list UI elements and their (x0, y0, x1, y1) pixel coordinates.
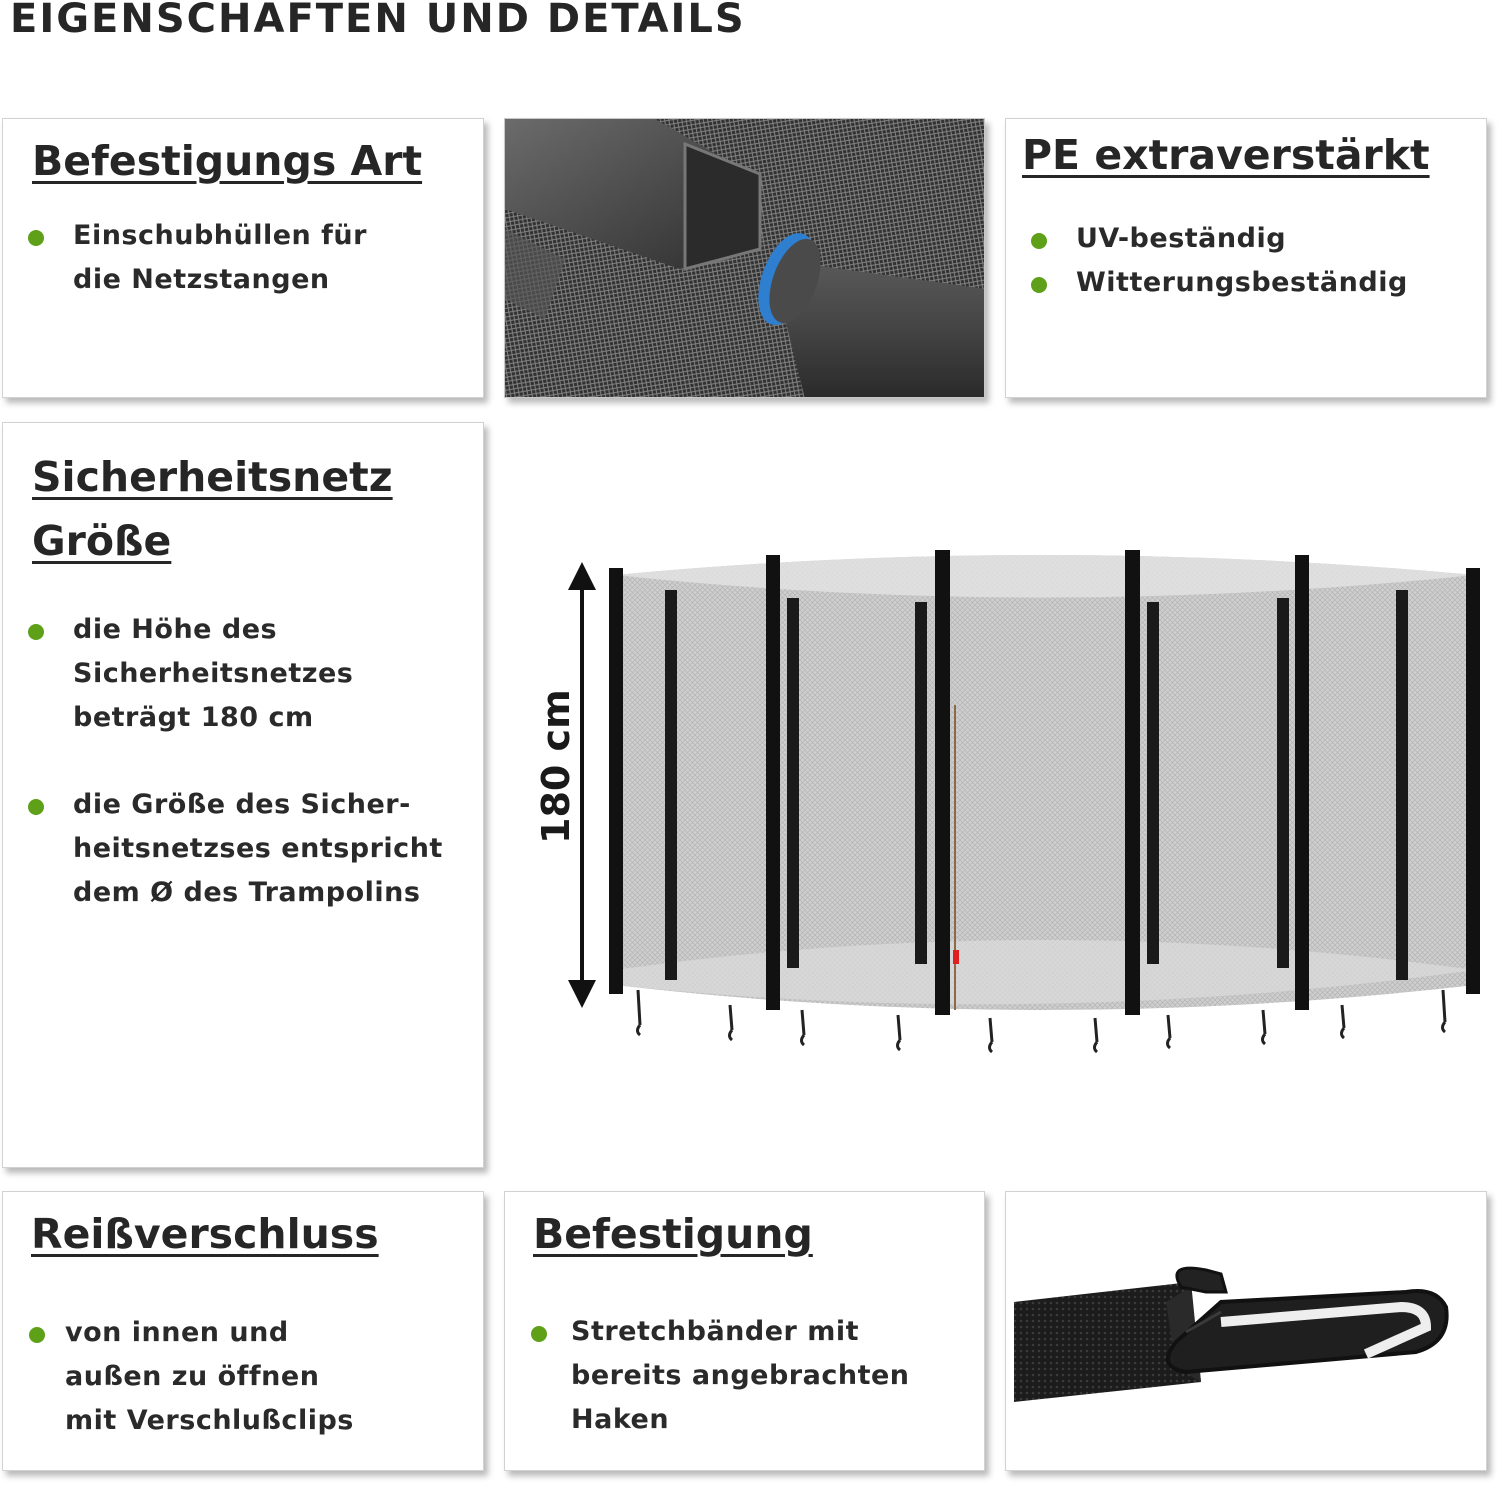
list-item: Haken (571, 1404, 670, 1435)
card-pe-extraverstaerkt (1005, 118, 1487, 398)
green-dot-icon (1031, 277, 1047, 293)
hook-photo-card (1005, 1191, 1487, 1471)
card-title: Befestigungs Art (32, 137, 423, 185)
list-item: UV-beständig (1076, 217, 1408, 261)
list-item: bereits angebrachten (571, 1360, 910, 1391)
card-befestigung (504, 1191, 985, 1471)
list-item: von innen und (65, 1311, 354, 1355)
list-item: dem Ø des Trampolins (73, 877, 421, 908)
card-title: Reißverschluss (31, 1210, 379, 1258)
green-dot-icon (1031, 233, 1047, 249)
card-title: Sicherheitsnetz (32, 453, 393, 501)
height-label: 180 cm (534, 689, 578, 844)
list-item: außen zu öffnen (65, 1361, 320, 1392)
list-item: mit Verschlußclips (65, 1405, 354, 1436)
bullet-list (65, 1311, 354, 1443)
list-item: beträgt 180 cm (73, 702, 314, 733)
page-title: EIGENSCHAFTEN UND DETAILS (10, 0, 746, 42)
list-item: Witterungsbeständig (1076, 261, 1408, 305)
safety-net-illustration (530, 540, 1490, 1060)
green-dot-icon (29, 1327, 45, 1343)
list-item: Einschubhüllen für (73, 214, 367, 258)
card-sicherheitsnetz-groesse (2, 422, 484, 1168)
list-item: die Größe des Sicher- (73, 783, 443, 827)
list-item: die Netzstangen (73, 264, 330, 295)
card-title-line2: Größe (32, 517, 172, 565)
card-title: PE extraverstärkt (1022, 131, 1430, 179)
green-dot-icon (28, 799, 44, 815)
card-title: Befestigung (533, 1210, 813, 1258)
hook-photo (1006, 1192, 1487, 1471)
bullet-list (73, 214, 367, 302)
bullet-list (73, 783, 443, 915)
bullet-list (73, 608, 353, 740)
green-dot-icon (28, 230, 44, 246)
green-dot-icon (531, 1326, 547, 1342)
list-item: die Höhe des (73, 608, 353, 652)
bullet-list (1076, 217, 1408, 305)
card-befestigungs-art (2, 118, 484, 398)
list-item: Sicherheitsnetzes (73, 658, 354, 689)
sleeve-pole-photo (504, 118, 985, 398)
bullet-list (571, 1310, 910, 1442)
list-item: heitsnetzses entspricht (73, 833, 443, 864)
card-reissverschluss (2, 1191, 484, 1471)
list-item: Stretchbänder mit (571, 1310, 910, 1354)
green-dot-icon (28, 624, 44, 640)
